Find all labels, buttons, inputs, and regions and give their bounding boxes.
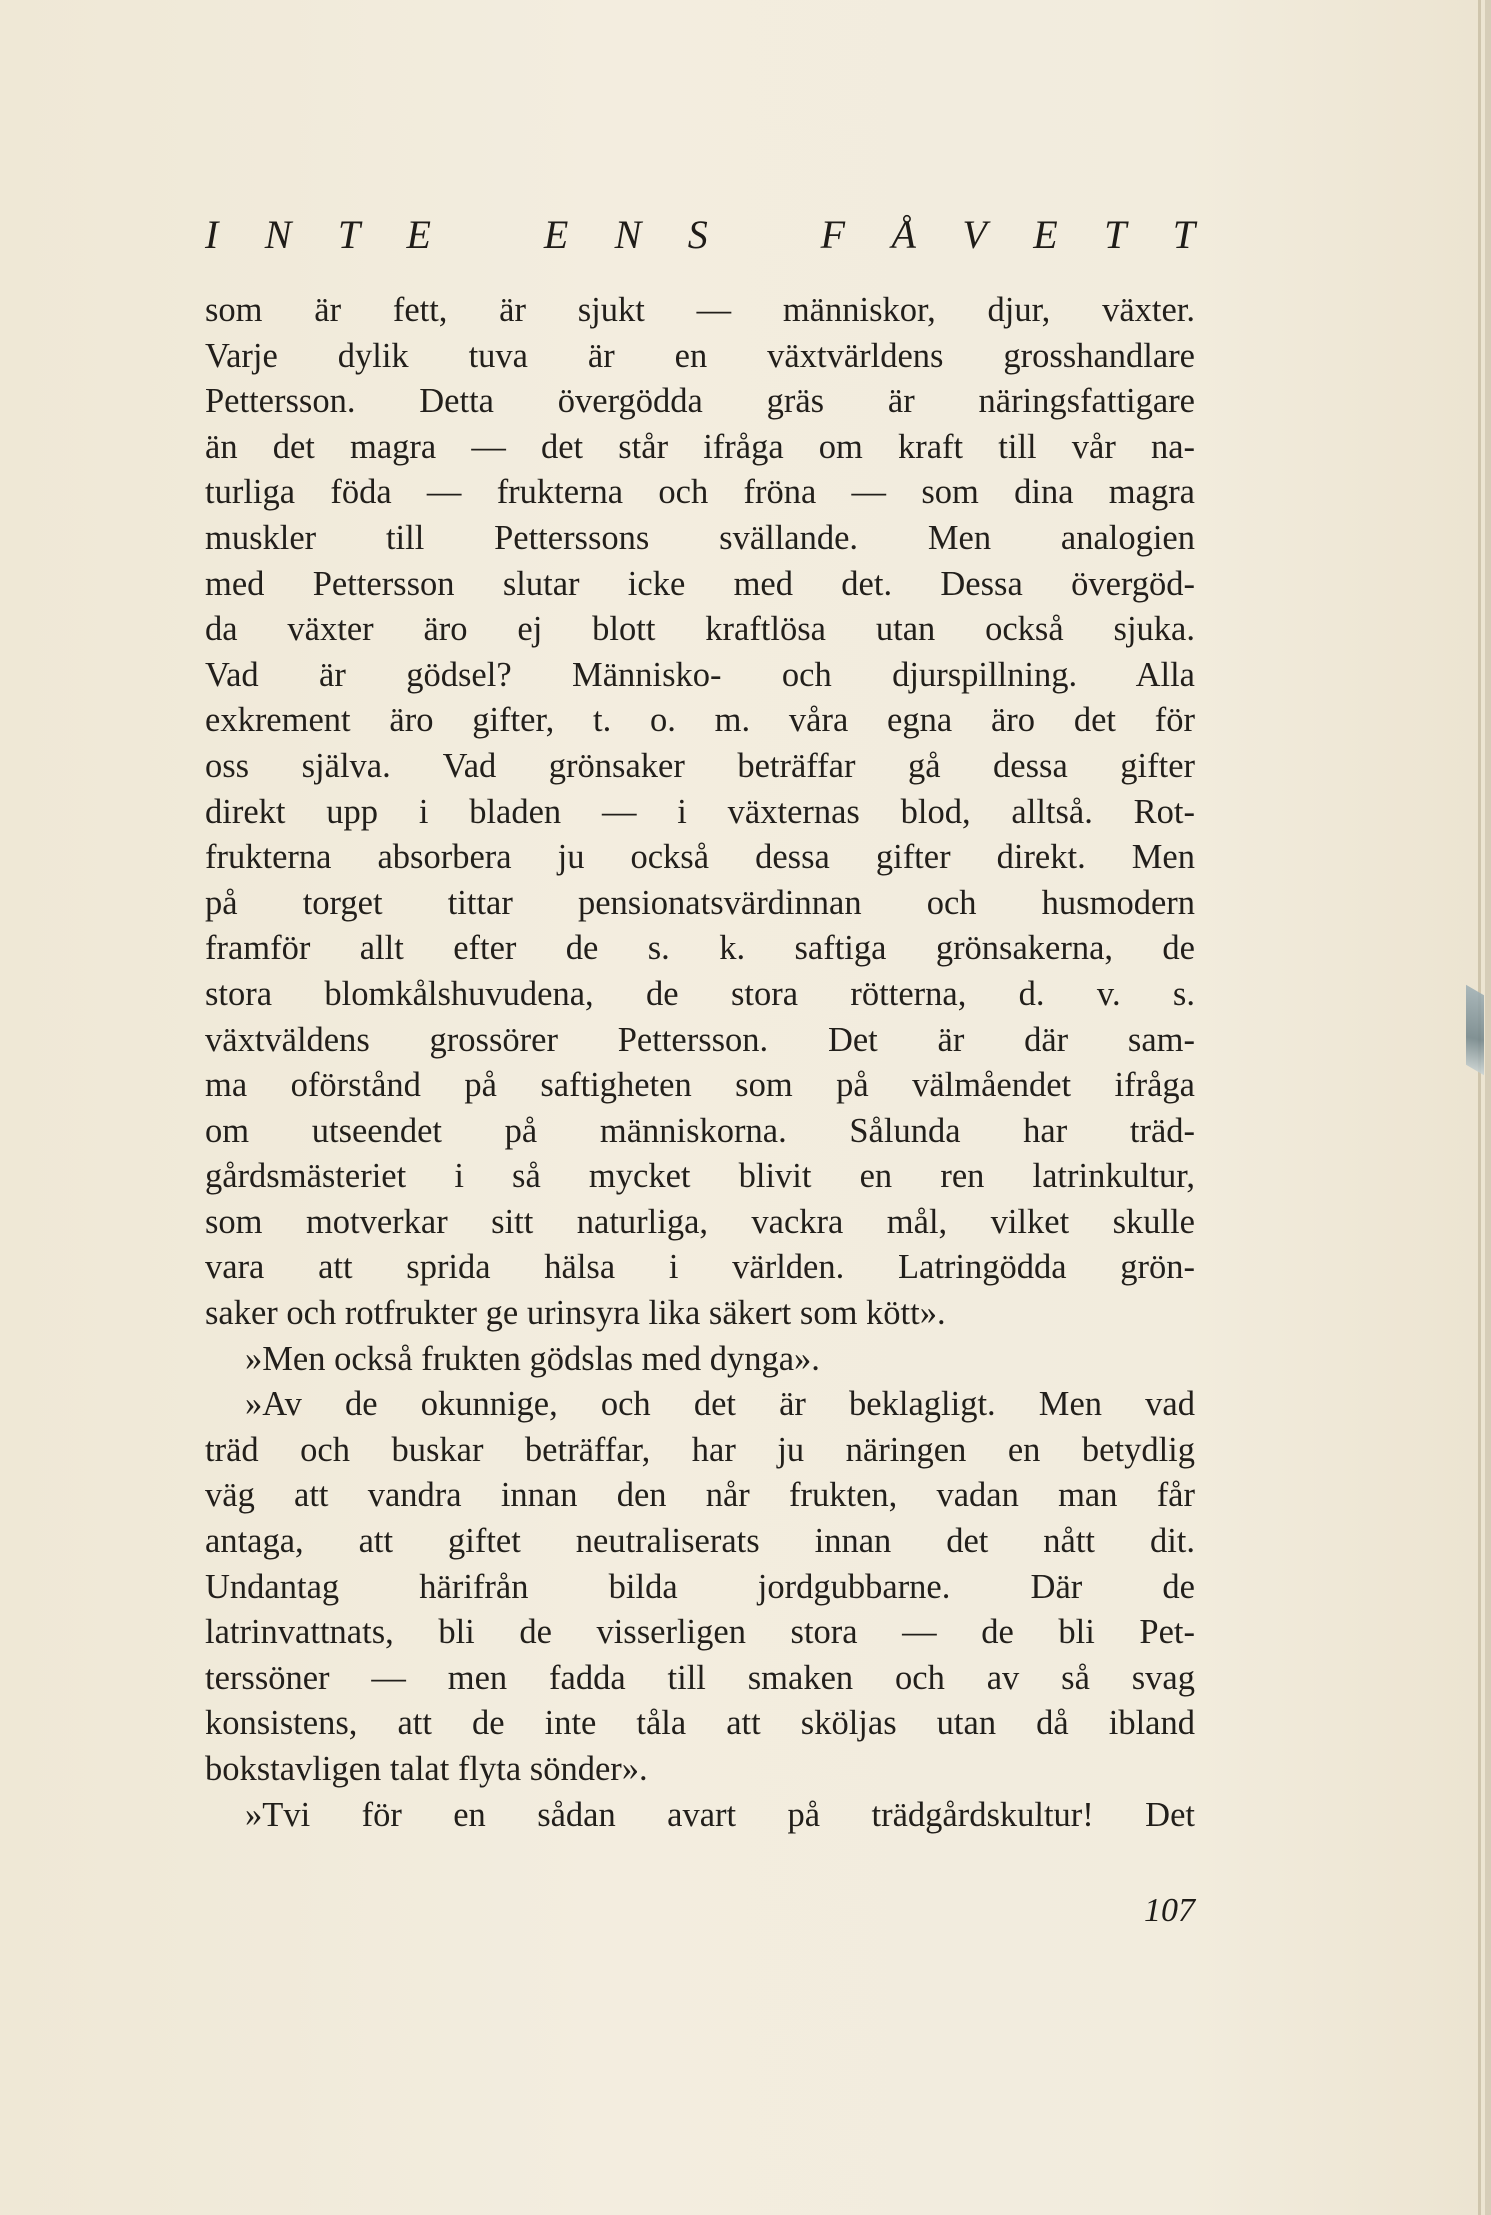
running-head-letter: T <box>337 212 361 257</box>
running-head-letter <box>754 215 774 255</box>
running-head-letter: F <box>820 212 846 257</box>
text-line: frukterna absorbera ju också dessa gifter direkt. Men <box>205 838 1195 877</box>
text-line: terssöner — men fadda till smaken och av så svag <box>205 1658 1195 1697</box>
text-line: Pettersson. Detta övergödda gräs är näringsfattigare <box>205 382 1195 421</box>
text-line: på torget tittar pensionatsvärdinnan och husmodern <box>205 883 1195 922</box>
text-line: da växter äro ej blott kraftlösa utan också sjuka. <box>205 610 1195 649</box>
text-line: bokstavligen talat flyta sönder». <box>205 1750 648 1788</box>
text-line: Varje dylik tuva är en växtvärldens grosshandlare <box>205 336 1195 375</box>
text-line: »Av de okunnige, och det är beklagligt. Men vad <box>245 1385 1195 1424</box>
running-head-letter: V <box>962 212 987 257</box>
text-line: vara att sprida hälsa i världen. Latringödda grön- <box>205 1248 1195 1287</box>
text-line: om utseendet på människorna. Sålunda har träd- <box>205 1111 1195 1150</box>
running-head-letter: E <box>1033 212 1058 257</box>
running-head-letter: T <box>1104 212 1127 257</box>
text-line: antaga, att giftet neutraliserats innan det nått dit. <box>205 1522 1195 1561</box>
page-edge <box>1478 0 1481 2215</box>
page-number: 107 <box>1144 1892 1195 1929</box>
text-line: Undantag härifrån bilda jordgubbarne. Där de <box>205 1567 1195 1606</box>
text-line: som är fett, är sjukt — människor, djur, växter. <box>205 291 1195 329</box>
running-head-letter: N <box>614 212 642 257</box>
text-line: än det magra — det står ifråga om kraft till vår na- <box>205 427 1195 466</box>
body-text <box>205 288 1195 1838</box>
text-line: stora blomkålshuvudena, de stora rötterna, d. v. s. <box>205 974 1195 1013</box>
text-line: latrinvattnats, bli de visserligen stora — de bli Pet- <box>205 1613 1195 1652</box>
text-line: turliga föda — frukterna och fröna — som dina magra <box>205 473 1195 512</box>
text-line: ma oförstånd på saftigheten som på välmåendet ifråga <box>205 1066 1195 1105</box>
running-head-letter: T <box>1172 212 1195 257</box>
bookmark-ribbon <box>1466 985 1484 1075</box>
text-line: träd och buskar beträffar, har ju näringen en betydlig <box>205 1430 1195 1469</box>
running-head <box>205 212 1195 257</box>
text-line: konsistens, att de inte tåla att sköljas utan då ibland <box>205 1704 1195 1743</box>
text-line: oss själva. Vad grönsaker beträffar gå dessa gifter <box>205 746 1195 785</box>
running-head-letter <box>477 215 497 255</box>
text-line: muskler till Petterssons svällande. Men analogien <box>205 518 1195 557</box>
running-head-letter: N <box>264 212 292 257</box>
text-line: »Men också frukten gödslas med dynga». <box>245 1339 820 1378</box>
running-head-letter: I <box>205 212 219 257</box>
running-head-letter: E <box>406 212 431 257</box>
running-head-letter: E <box>543 212 569 257</box>
text-line: direkt upp i bladen — i växternas blod, alltså. Rot- <box>205 792 1195 831</box>
running-head-letter: S <box>687 212 708 257</box>
text-line: med Pettersson slutar icke med det. Dessa övergöd- <box>205 564 1195 603</box>
text-line: »Tvi för en sådan avart på trädgårdskultur! Det <box>245 1795 1195 1834</box>
text-line: som motverkar sitt naturliga, vackra mål, vilket skulle <box>205 1202 1195 1241</box>
text-line: växtväldens grossörer Pettersson. Det är där sam- <box>205 1020 1195 1059</box>
text-line: väg att vandra innan den når frukten, vadan man får <box>205 1476 1195 1515</box>
text-line: exkrement äro gifter, t. o. m. våra egna äro det för <box>205 701 1195 740</box>
text-line: gårdsmästeriet i så mycket blivit en ren latrinkultur, <box>205 1157 1195 1196</box>
text-line: Vad är gödsel? Människo- och djurspillning. Alla <box>205 655 1195 694</box>
running-head-letter: Å <box>891 212 916 257</box>
text-line: framför allt efter de s. k. saftiga grönsakerna, de <box>205 929 1195 968</box>
text-line: saker och rotfrukter ge urinsyra lika säkert som kött». <box>205 1294 946 1333</box>
